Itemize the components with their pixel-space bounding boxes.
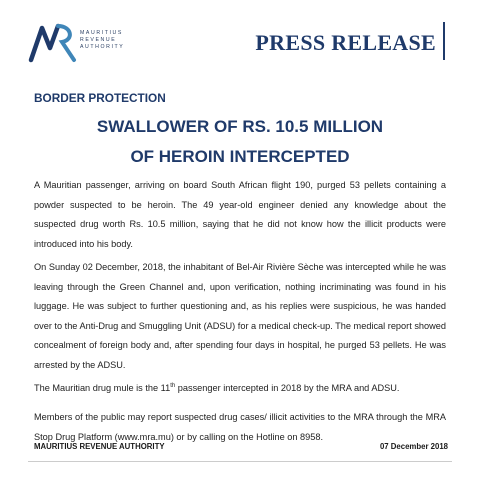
press-release-title: PRESS RELEASE xyxy=(255,30,436,55)
mra-logo xyxy=(28,20,138,64)
paragraph-4: Members of the public may report suspected drug cases/ illicit activities to the MRA through the MRA Stop Drug Platform (www.mra.mu) or by calling on the Hotline on 8958. xyxy=(34,412,446,442)
title-divider xyxy=(443,22,445,60)
paragraph-3-end: passenger intercepted in 2018 by the MRA and ADSU. xyxy=(175,383,400,393)
ordinal-suffix: th xyxy=(170,382,176,389)
footer-organization: MAURITIUS REVENUE AUTHORITY xyxy=(34,442,165,451)
logo-line-1: MAURITIUS xyxy=(80,30,123,36)
logo-line-3: AUTHORITY xyxy=(80,44,125,50)
paragraph-3-start: The Mauritian drug mule is the 11 xyxy=(34,383,171,393)
footer-divider xyxy=(28,461,452,462)
logo-line-2: REVENUE xyxy=(80,37,117,43)
header xyxy=(0,0,480,78)
headline-line-1: SWALLOWER OF RS. 10.5 MILLION xyxy=(96,117,384,136)
section-label: BORDER PROTECTION xyxy=(34,91,166,105)
paragraph-2: On Sunday 02 December, 2018, the inhabitant of Bel-Air Rivière Sèche was intercepted while he was leaving through the Green Channel and, upon verification, nothing incriminating was found in his luggage. He was subject to further questioning and, as his replies were suspicious, he was handed over to the Anti-Drug and Smuggling Unit (ADSU) for a medical check-up. The medical report showed concealment of foreign body and, after spending four days in hospital, he purged 53 pellets. He was arrested by the ADSU. xyxy=(34,262,446,370)
logo-wordmark xyxy=(80,30,124,51)
mra-logo-mark-icon xyxy=(28,20,78,64)
headline-line-2: OF HEROIN INTERCEPTED xyxy=(130,147,350,166)
paragraph-1: A Mauritian passenger, arriving on board South African flight 190, purged 53 pellets containing a powder suspected to be heroin. The 49 year-old engineer denied any knowledge about the suspected drug worth Rs. 10.5 million, saying that he did not know how the illicit products were introduced into his body. xyxy=(34,180,446,249)
paragraph-3 xyxy=(34,379,446,399)
footer-date: 07 December 2018 xyxy=(379,442,448,451)
